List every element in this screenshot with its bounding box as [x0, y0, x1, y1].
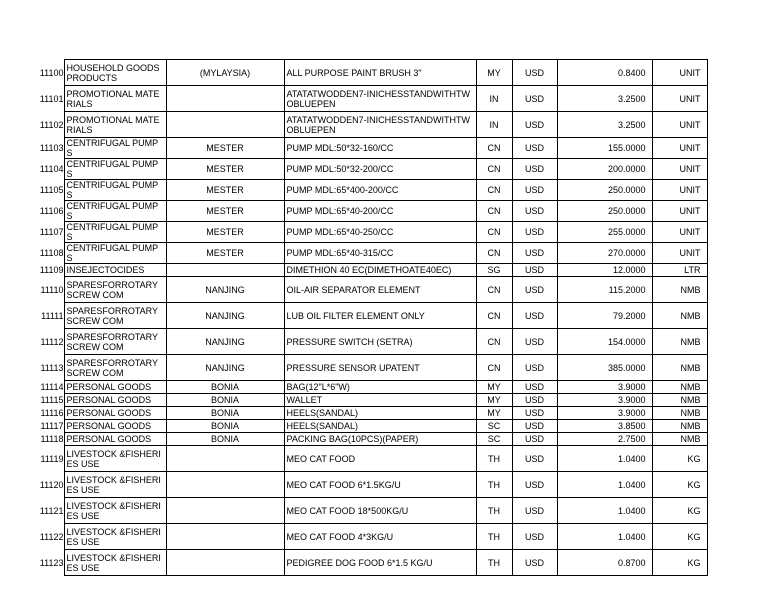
- item-currency: USD: [512, 159, 557, 180]
- item-supplier: NANJING: [166, 329, 284, 355]
- item-origin: CN: [476, 243, 512, 264]
- item-category: PERSONAL GOODS: [64, 433, 166, 446]
- item-unit: UNIT: [652, 138, 707, 159]
- item-unit: UNIT: [652, 201, 707, 222]
- item-origin: MY: [476, 60, 512, 86]
- item-unit: KG: [652, 472, 707, 498]
- table-row: [30, 277, 707, 303]
- table-row: [30, 329, 707, 355]
- table-row: [30, 524, 707, 550]
- item-price: 270.0000: [557, 243, 652, 264]
- item-origin: TH: [476, 498, 512, 524]
- item-code: 11120: [30, 472, 64, 498]
- item-supplier: BONIA: [166, 433, 284, 446]
- item-supplier: [166, 498, 284, 524]
- item-description: HEELS(SANDAL): [284, 407, 476, 420]
- item-unit: NMB: [652, 407, 707, 420]
- table-row: [30, 446, 707, 472]
- item-supplier: NANJING: [166, 277, 284, 303]
- item-category: PROMOTIONAL MATERIALS: [64, 86, 166, 112]
- item-supplier: MESTER: [166, 138, 284, 159]
- item-code: 11112: [30, 329, 64, 355]
- item-code: 11116: [30, 407, 64, 420]
- item-code: 11118: [30, 433, 64, 446]
- item-code: 11105: [30, 180, 64, 201]
- item-unit: UNIT: [652, 60, 707, 86]
- item-category: HOUSEHOLD GOODS PRODUCTS: [64, 60, 166, 86]
- item-currency: USD: [512, 264, 557, 277]
- item-category: LIVESTOCK &FISHERIES USE: [64, 550, 166, 576]
- item-unit: LTR: [652, 264, 707, 277]
- item-currency: USD: [512, 201, 557, 222]
- item-category: CENTRIFUGAL PUMPS: [64, 138, 166, 159]
- item-unit: UNIT: [652, 180, 707, 201]
- item-currency: USD: [512, 329, 557, 355]
- item-supplier: MESTER: [166, 159, 284, 180]
- item-currency: USD: [512, 420, 557, 433]
- item-category: LIVESTOCK &FISHERIES USE: [64, 446, 166, 472]
- item-origin: TH: [476, 550, 512, 576]
- item-price: 0.8700: [557, 550, 652, 576]
- item-supplier: (MYLAYSIA): [166, 60, 284, 86]
- item-origin: SC: [476, 420, 512, 433]
- item-supplier: [166, 86, 284, 112]
- item-origin: CN: [476, 159, 512, 180]
- item-code: 11121: [30, 498, 64, 524]
- item-code: 11114: [30, 381, 64, 394]
- table-row: [30, 303, 707, 329]
- item-description: OIL-AIR SEPARATOR ELEMENT: [284, 277, 476, 303]
- item-currency: USD: [512, 498, 557, 524]
- item-currency: USD: [512, 243, 557, 264]
- item-description: MEO CAT FOOD: [284, 446, 476, 472]
- item-category: SPARESFORROTARYSCREW COM: [64, 355, 166, 381]
- item-category: INSEJECTOCIDES: [64, 264, 166, 277]
- item-supplier: BONIA: [166, 394, 284, 407]
- item-description: PRESSURE SENSOR UPATENT: [284, 355, 476, 381]
- item-origin: MY: [476, 381, 512, 394]
- item-code: 11110: [30, 277, 64, 303]
- item-unit: KG: [652, 446, 707, 472]
- item-description: PEDIGREE DOG FOOD 6*1.5 KG/U: [284, 550, 476, 576]
- table-row: [30, 86, 707, 112]
- table-row: [30, 355, 707, 381]
- item-category: PERSONAL GOODS: [64, 407, 166, 420]
- item-supplier: BONIA: [166, 381, 284, 394]
- item-category: CENTRIFUGAL PUMPS: [64, 201, 166, 222]
- table-row: [30, 472, 707, 498]
- item-unit: UNIT: [652, 222, 707, 243]
- item-price: 3.8500: [557, 420, 652, 433]
- item-code: 11102: [30, 112, 64, 138]
- item-supplier: [166, 472, 284, 498]
- item-description: BAG(12"L*6"W): [284, 381, 476, 394]
- item-code: 11100: [30, 60, 64, 86]
- item-price: 255.0000: [557, 222, 652, 243]
- item-unit: NMB: [652, 394, 707, 407]
- item-code: 11109: [30, 264, 64, 277]
- item-description: MEO CAT FOOD 4*3KG/U: [284, 524, 476, 550]
- item-description: PUMP MDL:65*40-315/CC: [284, 243, 476, 264]
- item-category: CENTRIFUGAL PUMPS: [64, 243, 166, 264]
- item-price: 3.9000: [557, 381, 652, 394]
- table-row: [30, 159, 707, 180]
- item-category: CENTRIFUGAL PUMPS: [64, 159, 166, 180]
- item-category: PERSONAL GOODS: [64, 420, 166, 433]
- item-origin: CN: [476, 201, 512, 222]
- item-origin: CN: [476, 329, 512, 355]
- item-description: DIMETHION 40 EC(DIMETHOATE40EC): [284, 264, 476, 277]
- item-currency: USD: [512, 222, 557, 243]
- table-row: [30, 550, 707, 576]
- item-currency: USD: [512, 60, 557, 86]
- item-origin: IN: [476, 86, 512, 112]
- item-unit: NMB: [652, 329, 707, 355]
- item-price: 115.2000: [557, 277, 652, 303]
- item-description: PUMP MDL:65*400-200/CC: [284, 180, 476, 201]
- item-currency: USD: [512, 86, 557, 112]
- item-category: CENTRIFUGAL PUMPS: [64, 180, 166, 201]
- item-unit: NMB: [652, 433, 707, 446]
- item-code: 11111: [30, 303, 64, 329]
- item-code: 11122: [30, 524, 64, 550]
- item-code: 11117: [30, 420, 64, 433]
- item-code: 11106: [30, 201, 64, 222]
- item-description: WALLET: [284, 394, 476, 407]
- item-description: PUMP MDL:50*32-160/CC: [284, 138, 476, 159]
- item-price: 385.0000: [557, 355, 652, 381]
- item-unit: KG: [652, 498, 707, 524]
- item-supplier: [166, 446, 284, 472]
- item-unit: UNIT: [652, 112, 707, 138]
- item-origin: SC: [476, 433, 512, 446]
- table-row: [30, 60, 707, 86]
- item-code: 11101: [30, 86, 64, 112]
- item-price: 200.0000: [557, 159, 652, 180]
- item-origin: IN: [476, 112, 512, 138]
- item-supplier: NANJING: [166, 355, 284, 381]
- item-description: PUMP MDL:65*40-200/CC: [284, 201, 476, 222]
- item-unit: NMB: [652, 277, 707, 303]
- item-description: PRESSURE SWITCH (SETRA): [284, 329, 476, 355]
- item-unit: KG: [652, 524, 707, 550]
- item-supplier: BONIA: [166, 407, 284, 420]
- item-code: 11119: [30, 446, 64, 472]
- item-origin: CN: [476, 277, 512, 303]
- item-category: CENTRIFUGAL PUMPS: [64, 222, 166, 243]
- item-origin: TH: [476, 446, 512, 472]
- item-currency: USD: [512, 355, 557, 381]
- item-description: PUMP MDL:50*32-200/CC: [284, 159, 476, 180]
- item-price: 1.0400: [557, 498, 652, 524]
- item-category: LIVESTOCK &FISHERIES USE: [64, 524, 166, 550]
- item-origin: MY: [476, 394, 512, 407]
- table-row: [30, 138, 707, 159]
- table-row: [30, 112, 707, 138]
- item-origin: CN: [476, 138, 512, 159]
- item-unit: NMB: [652, 355, 707, 381]
- item-code: 11103: [30, 138, 64, 159]
- item-description: PUMP MDL:65*40-250/CC: [284, 222, 476, 243]
- item-description: HEELS(SANDAL): [284, 420, 476, 433]
- item-currency: USD: [512, 472, 557, 498]
- item-currency: USD: [512, 112, 557, 138]
- item-supplier: MESTER: [166, 201, 284, 222]
- item-supplier: [166, 264, 284, 277]
- table-row: [30, 201, 707, 222]
- item-unit: UNIT: [652, 243, 707, 264]
- item-supplier: [166, 550, 284, 576]
- item-category: PERSONAL GOODS: [64, 394, 166, 407]
- item-currency: USD: [512, 394, 557, 407]
- table-row: [30, 264, 707, 277]
- item-price: 1.0400: [557, 524, 652, 550]
- item-origin: CN: [476, 222, 512, 243]
- table-row: [30, 407, 707, 420]
- table-row: [30, 381, 707, 394]
- item-code: 11113: [30, 355, 64, 381]
- item-supplier: NANJING: [166, 303, 284, 329]
- item-currency: USD: [512, 407, 557, 420]
- table-row: [30, 420, 707, 433]
- item-category: LIVESTOCK &FISHERIES USE: [64, 498, 166, 524]
- item-code: 11104: [30, 159, 64, 180]
- item-price: 250.0000: [557, 201, 652, 222]
- item-price: 3.9000: [557, 407, 652, 420]
- table-row: [30, 394, 707, 407]
- item-unit: KG: [652, 550, 707, 576]
- item-code: 11108: [30, 243, 64, 264]
- item-code: 11123: [30, 550, 64, 576]
- item-unit: UNIT: [652, 159, 707, 180]
- table-row: [30, 180, 707, 201]
- item-price-table: [30, 59, 708, 576]
- item-origin: SG: [476, 264, 512, 277]
- item-price: 1.0400: [557, 472, 652, 498]
- item-price: 2.7500: [557, 433, 652, 446]
- item-origin: TH: [476, 524, 512, 550]
- item-supplier: [166, 112, 284, 138]
- item-unit: NMB: [652, 303, 707, 329]
- item-description: ALL PURPOSE PAINT BRUSH 3": [284, 60, 476, 86]
- item-origin: MY: [476, 407, 512, 420]
- item-price: 1.0400: [557, 446, 652, 472]
- table-row: [30, 222, 707, 243]
- item-currency: USD: [512, 303, 557, 329]
- item-category: PROMOTIONAL MATERIALS: [64, 112, 166, 138]
- item-unit: NMB: [652, 381, 707, 394]
- item-currency: USD: [512, 180, 557, 201]
- item-currency: USD: [512, 446, 557, 472]
- item-description: ATATATWODDEN7-INICHESSTANDWITHTWOBLUEPEN: [284, 86, 476, 112]
- item-category: SPARESFORROTARYSCREW COM: [64, 303, 166, 329]
- item-price: 3.9000: [557, 394, 652, 407]
- item-currency: USD: [512, 433, 557, 446]
- item-supplier: MESTER: [166, 180, 284, 201]
- item-supplier: BONIA: [166, 420, 284, 433]
- item-currency: USD: [512, 550, 557, 576]
- item-category: SPARESFORROTARYSCREW COM: [64, 277, 166, 303]
- table-row: [30, 433, 707, 446]
- item-price: 3.2500: [557, 86, 652, 112]
- item-price: 0.8400: [557, 60, 652, 86]
- item-unit: UNIT: [652, 86, 707, 112]
- item-supplier: MESTER: [166, 222, 284, 243]
- item-currency: USD: [512, 138, 557, 159]
- item-unit: NMB: [652, 420, 707, 433]
- item-description: LUB OIL FILTER ELEMENT ONLY: [284, 303, 476, 329]
- table-row: [30, 243, 707, 264]
- item-supplier: [166, 524, 284, 550]
- item-code: 11107: [30, 222, 64, 243]
- item-category: LIVESTOCK &FISHERIES USE: [64, 472, 166, 498]
- item-description: PACKING BAG(10PCS)(PAPER): [284, 433, 476, 446]
- item-description: MEO CAT FOOD 18*500KG/U: [284, 498, 476, 524]
- item-currency: USD: [512, 381, 557, 394]
- item-price: 250.0000: [557, 180, 652, 201]
- item-price: 155.0000: [557, 138, 652, 159]
- item-category: PERSONAL GOODS: [64, 381, 166, 394]
- item-price: 12.0000: [557, 264, 652, 277]
- item-origin: CN: [476, 180, 512, 201]
- item-description: MEO CAT FOOD 6*1.5KG/U: [284, 472, 476, 498]
- item-code: 11115: [30, 394, 64, 407]
- item-currency: USD: [512, 524, 557, 550]
- item-currency: USD: [512, 277, 557, 303]
- item-origin: CN: [476, 355, 512, 381]
- item-category: SPARESFORROTARYSCREW COM: [64, 329, 166, 355]
- item-price: 154.0000: [557, 329, 652, 355]
- item-price: 3.2500: [557, 112, 652, 138]
- item-origin: TH: [476, 472, 512, 498]
- item-supplier: MESTER: [166, 243, 284, 264]
- item-price: 79.2000: [557, 303, 652, 329]
- item-description: ATATATWODDEN7-INICHESSTANDWITHTWOBLUEPEN: [284, 112, 476, 138]
- table-row: [30, 498, 707, 524]
- item-origin: CN: [476, 303, 512, 329]
